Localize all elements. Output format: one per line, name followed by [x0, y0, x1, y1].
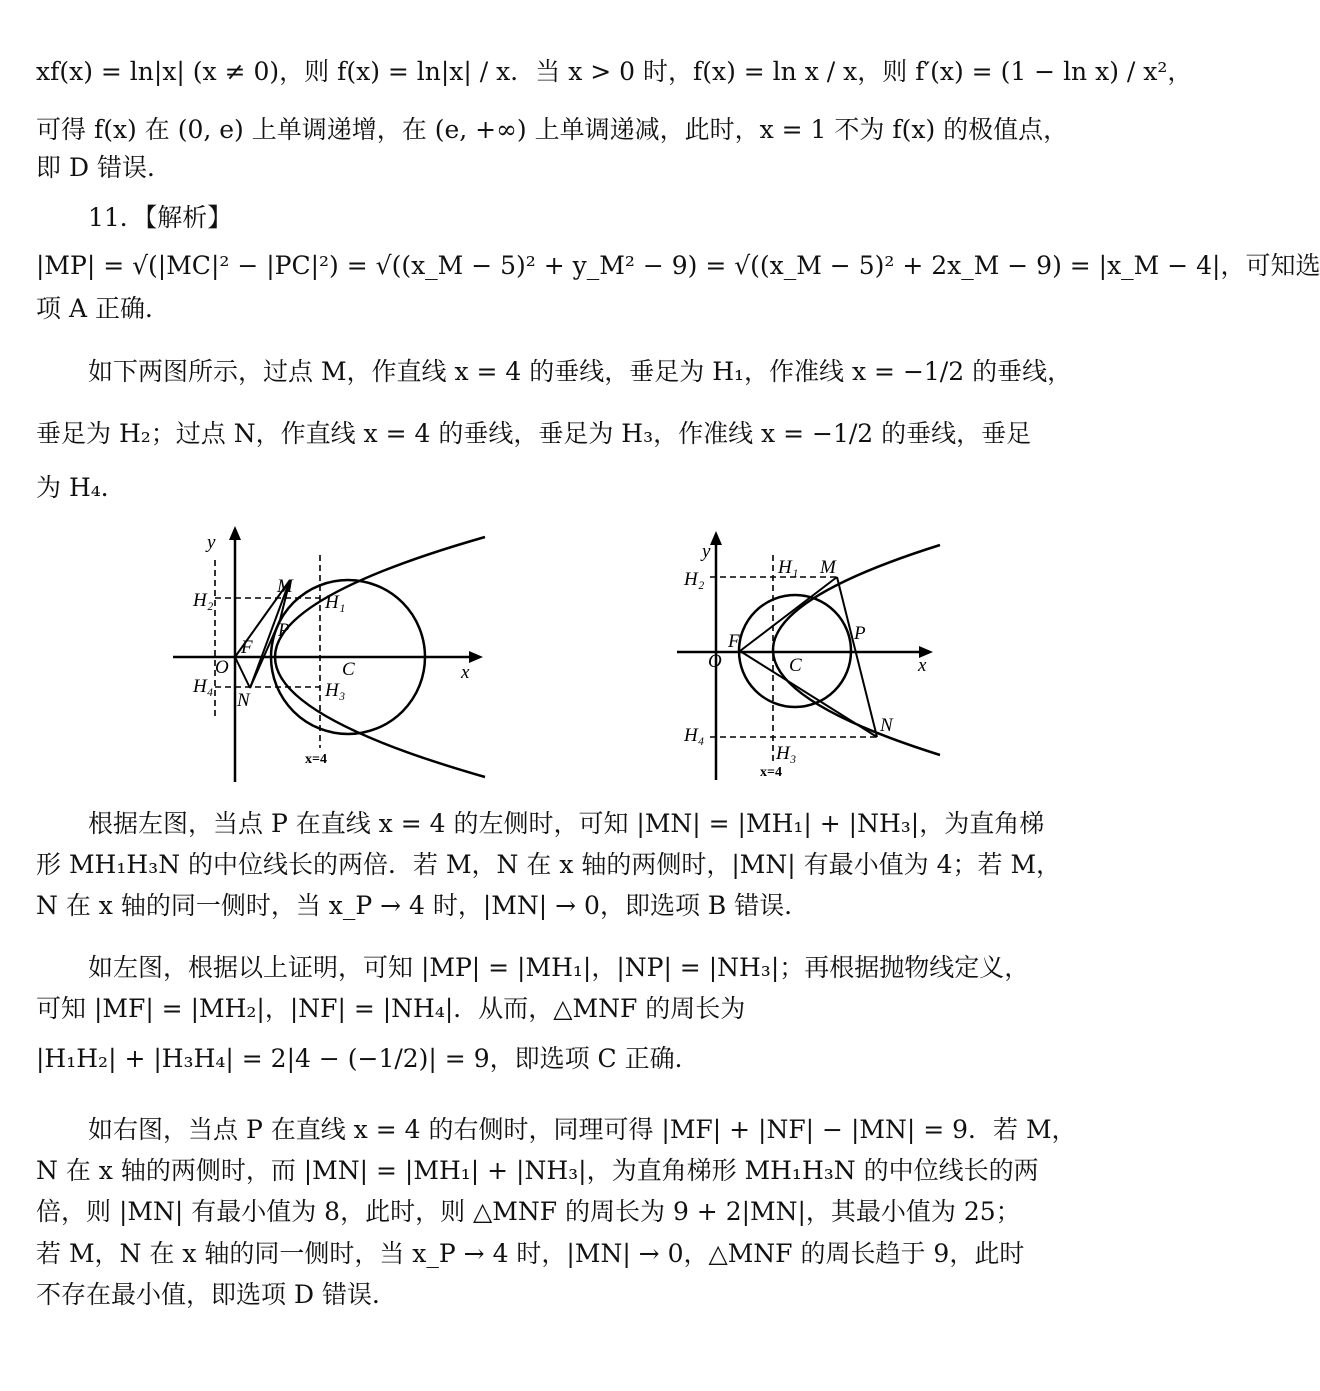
label-line: x=4 [305, 752, 327, 767]
label-O: O [708, 651, 722, 672]
label-H2: H₂ [684, 569, 705, 590]
text-line: xf(x) = ln|x| (x ≠ 0)，则 f(x) = ln|x| / x．当 x > 0 时，f(x) = ln x / x，则 f′(x) = (1 − ln x) / x²， [36, 57, 1193, 86]
label-y: y [702, 541, 711, 562]
label-y: y [207, 532, 216, 553]
section-heading: 11．【解析】 [88, 203, 233, 232]
label-H2: H₂ [193, 590, 214, 611]
x-arrow-icon [469, 651, 483, 663]
segment-FN [235, 657, 250, 688]
text-line: 为 H₄． [36, 473, 126, 502]
text-line: N 在 x 轴的同一侧时，当 x_P → 4 时，|MN| → 0，即选项 B 错误． [36, 891, 810, 920]
text-line: 不存在最小值，即选项 D 错误． [36, 1280, 397, 1309]
label-O: O [215, 657, 229, 678]
label-M: M [277, 576, 293, 597]
text-line: 若 M，N 在 x 轴的同一侧时，当 x_P → 4 时，|MN| → 0，△MNF 的周长趋于 9，此时 [36, 1239, 1025, 1268]
label-H3: H₃ [325, 680, 346, 701]
label-C: C [342, 659, 355, 680]
text-line: 垂足为 H₂；过点 N，作直线 x = 4 的垂线，垂足为 H₃，作准线 x = −1/2 的垂线，垂足 [36, 419, 1032, 448]
label-H1: H₁ [325, 592, 346, 613]
text-line: 形 MH₁H₃N 的中位线长的两倍．若 M，N 在 x 轴的两侧时，|MN| 有最小值为 4；若 M， [36, 850, 1062, 879]
text-line: 可得 f(x) 在 (0, e) 上单调递增，在 (e, +∞) 上单调递减，此时，x = 1 不为 f(x) 的极值点， [36, 115, 1069, 144]
label-N: N [237, 690, 250, 711]
label-P: P [854, 623, 866, 644]
label-M: M [820, 557, 836, 578]
text-line: 倍，则 |MN| 有最小值为 8，此时，则 △MNF 的周长为 9 + 2|MN|，其最小值为 25； [36, 1197, 1021, 1226]
y-arrow-icon [229, 526, 241, 540]
label-x: x [918, 655, 927, 676]
label-H3: H₃ [776, 743, 797, 764]
text-line: 项 A 正确． [36, 294, 170, 323]
y-arrow-icon [710, 531, 722, 545]
text-line: 如下两图所示，过点 M，作直线 x = 4 的垂线，垂足为 H₁，作准线 x = −1/2 的垂线， [88, 357, 1073, 386]
left-figure [165, 520, 505, 790]
text-line: 根据左图，当点 P 在直线 x = 4 的左侧时，可知 |MN| = |MH₁| + |NH₃|，为直角梯 [88, 809, 1045, 838]
text-line: 即 D 错误． [36, 153, 172, 182]
right-figure [672, 525, 952, 785]
label-F: F [241, 637, 253, 658]
label-N: N [880, 715, 893, 736]
text-line: 可知 |MF| = |MH₂|，|NF| = |NH₄|．从而，△MNF 的周长为 [36, 994, 746, 1023]
label-P: P [278, 620, 290, 641]
segment-MN [837, 577, 877, 737]
text-line: |MP| = √(|MC|² − |PC|²) = √((x_M − 5)² + y_M² − 9) = √((x_M − 5)² + 2x_M − 9) = |x_M − 4|，可知选 [36, 251, 1320, 280]
text-line: N 在 x 轴的两侧时，而 |MN| = |MH₁| + |NH₃|，为直角梯形 MH₁H₃N 的中位线长的两 [36, 1156, 1039, 1185]
label-C: C [789, 655, 802, 676]
label-H1: H₁ [778, 557, 799, 578]
label-H4: H₄ [193, 676, 214, 697]
label-line: x=4 [760, 765, 782, 780]
text-line: |H₁H₂| + |H₃H₄| = 2|4 − (−1/2)| = 9，即选项 C 正确． [36, 1044, 700, 1073]
label-H4: H₄ [684, 725, 705, 746]
label-x: x [461, 662, 470, 683]
text-line: 如右图，当点 P 在直线 x = 4 的右侧时，同理可得 |MF| + |NF| − |MN| = 9．若 M， [88, 1115, 1077, 1144]
label-F: F [728, 631, 740, 652]
text-line: 如左图，根据以上证明，可知 |MP| = |MH₁|，|NP| = |NH₃|；再根据抛物线定义， [88, 953, 1030, 982]
